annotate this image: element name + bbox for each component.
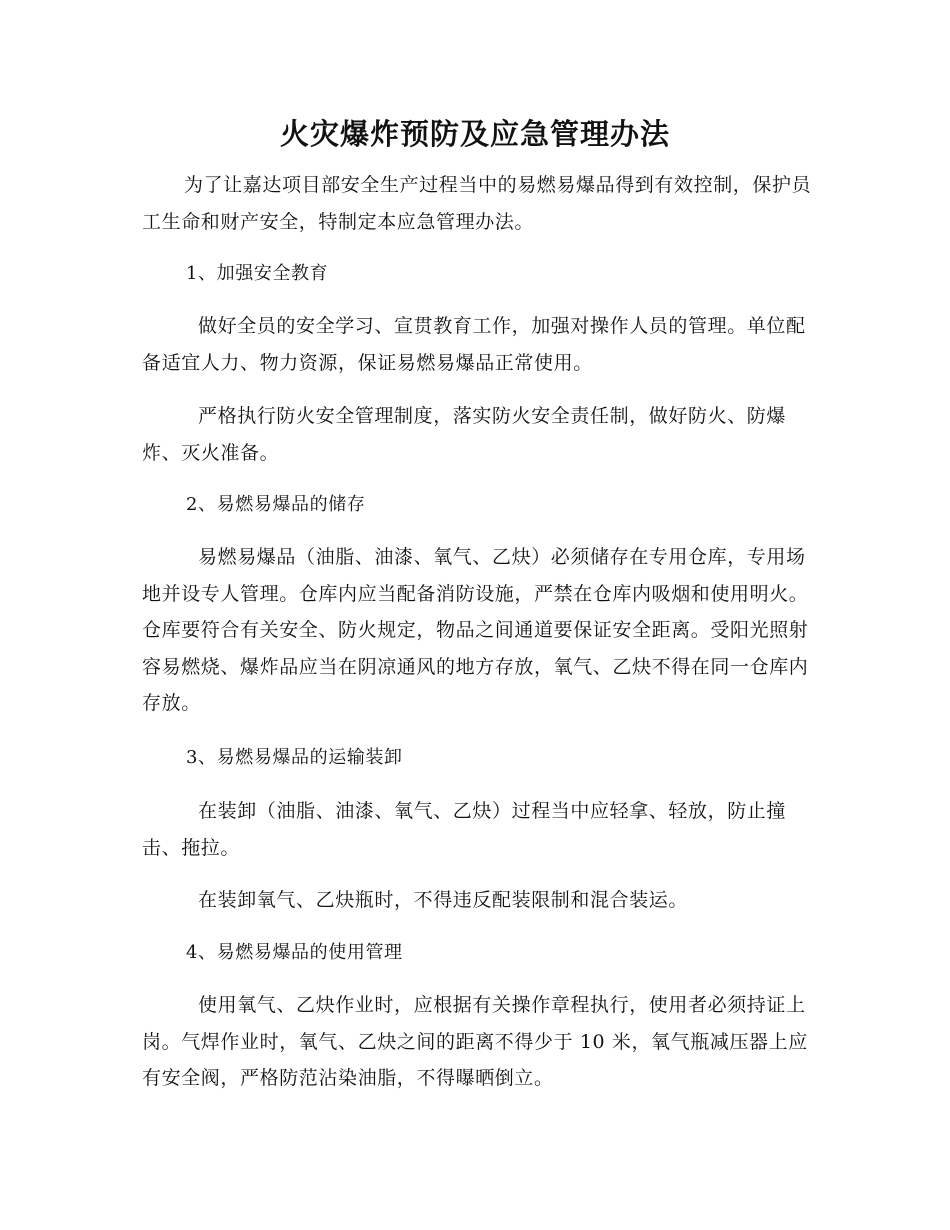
section-2-paragraph-1: 易燃易爆品（油脂、油漆、氧气、乙炔）必须储存在专用仓库，专用场地并设专人管理。仓库内应当配备消防设施，严禁在仓库内吸烟和使用明火。仓库要符合有关安全、防火规定，物品之间通道要保证安全距离。受阳光照射容易燃烧、爆炸品应当在阴凉通风的地方存放，氧气、乙炔不得在同一仓库内存放。 bbox=[142, 546, 809, 714]
section-heading-2: 2、易燃易爆品的储存 bbox=[186, 494, 366, 515]
section-1-paragraph-2: 严格执行防火安全管理制度，落实防火安全责任制，做好防火、防爆炸、灭火准备。 bbox=[142, 405, 787, 464]
section-heading-1: 1、加强安全教育 bbox=[186, 263, 329, 284]
section-1-paragraph-1: 做好全员的安全学习、宣贯教育工作，加强对操作人员的管理。单位配备适宜人力、物力资源，保证易燃易爆品正常使用。 bbox=[142, 315, 806, 374]
section-4-paragraph-1: 使用氧气、乙炔作业时，应根据有关操作章程执行，使用者必须持证上岗。气焊作业时，氧气、乙炔之间的距离不得少于 10 米，氧气瓶减压器上应有安全阀，严格防范沾染油脂，不得曝晒倒立。 bbox=[142, 994, 808, 1089]
document-title: 火灾爆炸预防及应急管理办法 bbox=[279, 117, 670, 151]
section-heading-3: 3、易燃易爆品的运输装卸 bbox=[186, 747, 403, 768]
section-3-paragraph-2: 在装卸氧气、乙炔瓶时，不得违反配装限制和混合装运。 bbox=[198, 889, 689, 911]
section-heading-4: 4、易燃易爆品的使用管理 bbox=[186, 942, 403, 963]
intro-paragraph: 为了让嘉达项目部安全生产过程当中的易燃易爆品得到有效控制，保护员工生命和财产安全，特制定本应急管理办法。 bbox=[142, 174, 812, 233]
section-3-paragraph-1: 在装卸（油脂、油漆、氧气、乙炔）过程当中应轻拿、轻放，防止撞击、拖拉。 bbox=[142, 800, 787, 859]
